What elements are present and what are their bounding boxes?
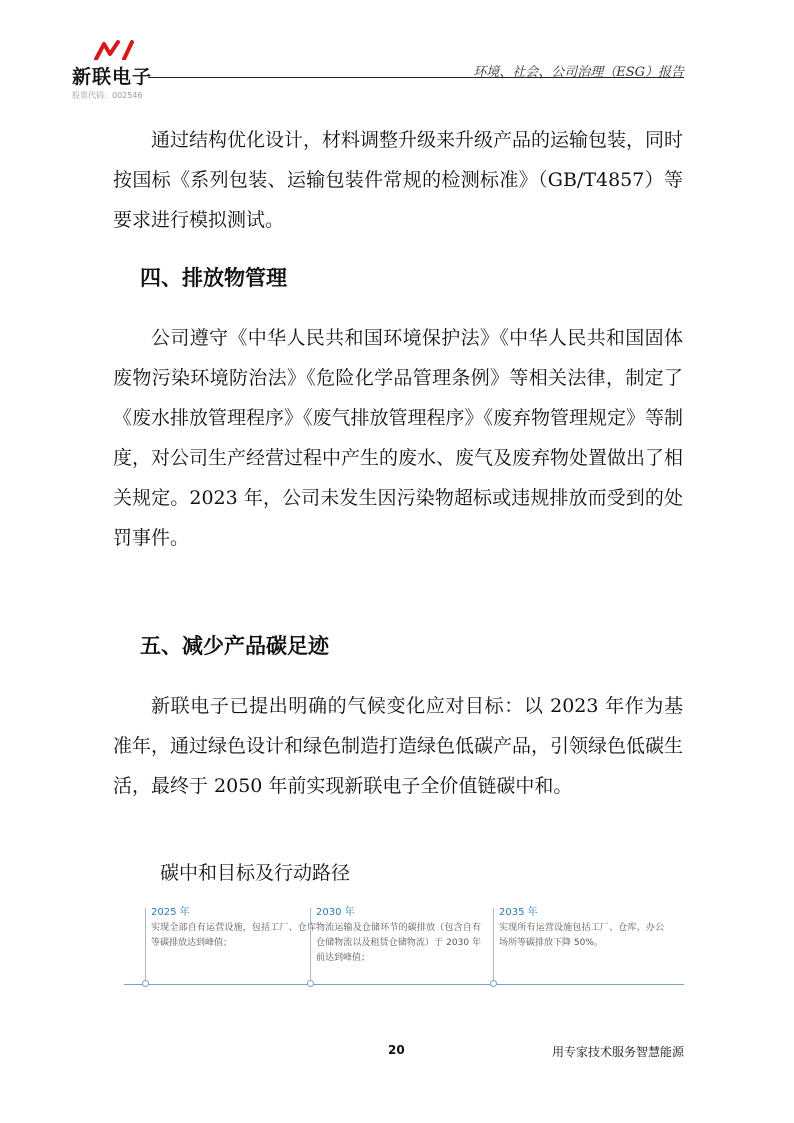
timeline-axis <box>124 984 684 985</box>
company-logo <box>72 40 162 104</box>
timeline-item-2030 <box>316 905 481 966</box>
carbon-paragraph: 新联电子已提出明确的气候变化应对目标：以 2023 年作为基准年，通过绿色设计和绿色制造打造绿色低碳产品，引领绿色低碳生活，最终于 2050 年前实现新联电子全价值链碳中和。 <box>113 695 684 797</box>
timeline-desc: 实现全部自有运营设施，包括工厂、仓库等碳排放达到峰值； <box>151 923 316 948</box>
timeline-connector <box>145 908 146 981</box>
timeline-caption: 碳中和目标及行动路径 <box>160 862 351 884</box>
report-title: 环境、社会、公司治理（ESG）报告 <box>473 65 684 80</box>
stock-code: 股票代码：002546 <box>72 91 143 100</box>
timeline-connector <box>493 908 494 981</box>
timeline-connector <box>310 908 311 981</box>
page-number: 20 <box>388 1043 405 1057</box>
company-logo-icon <box>94 40 154 60</box>
timeline-dot <box>490 980 497 987</box>
footer-slogan: 用专家技术服务智慧能源 <box>551 1045 684 1059</box>
timeline-item-2025 <box>151 905 316 951</box>
timeline-desc: 实现所有运营设施包括工厂、仓库、办公场所等碳排放下降 50%。 <box>499 923 664 948</box>
timeline-year: 2035 年 <box>499 907 538 918</box>
emissions-paragraph: 公司遵守《中华人民共和国环境保护法》《中华人民共和国固体废物污染环境防治法》《危险化学品管理条例》等相关法律，制定了《废水排放管理程序》《废气排放管理程序》《废弃物管理规定》等制度，对公司生产经营过程中产生的废水、废气及废弃物处置做出了相关规定。2023 年，公司未发生因污染物超标或违规排放而受到的处罚事件。 <box>113 327 684 549</box>
timeline-item-2035 <box>499 905 664 951</box>
timeline-dot <box>307 980 314 987</box>
section-title-emissions: 四、排放物管理 <box>140 266 287 290</box>
company-name: 新联电子 <box>72 66 153 88</box>
timeline-year: 2025 年 <box>151 907 190 918</box>
header-divider <box>148 77 684 78</box>
section-title-carbon-footprint: 五、减少产品碳足迹 <box>140 634 329 658</box>
timeline-dot <box>142 980 149 987</box>
timeline-year: 2030 年 <box>316 907 355 918</box>
timeline-desc: 物流运输及仓储环节的碳排放（包含自有仓储物流以及租赁仓储物流）于 2030 年前达到峰值； <box>316 923 481 963</box>
carbon-neutral-timeline <box>124 905 684 990</box>
packaging-paragraph: 通过结构优化设计，材料调整升级来升级产品的运输包装，同时按国标《系列包装、运输包装件常规的检测标准》（GB/T4857）等要求进行模拟测试。 <box>113 129 684 231</box>
